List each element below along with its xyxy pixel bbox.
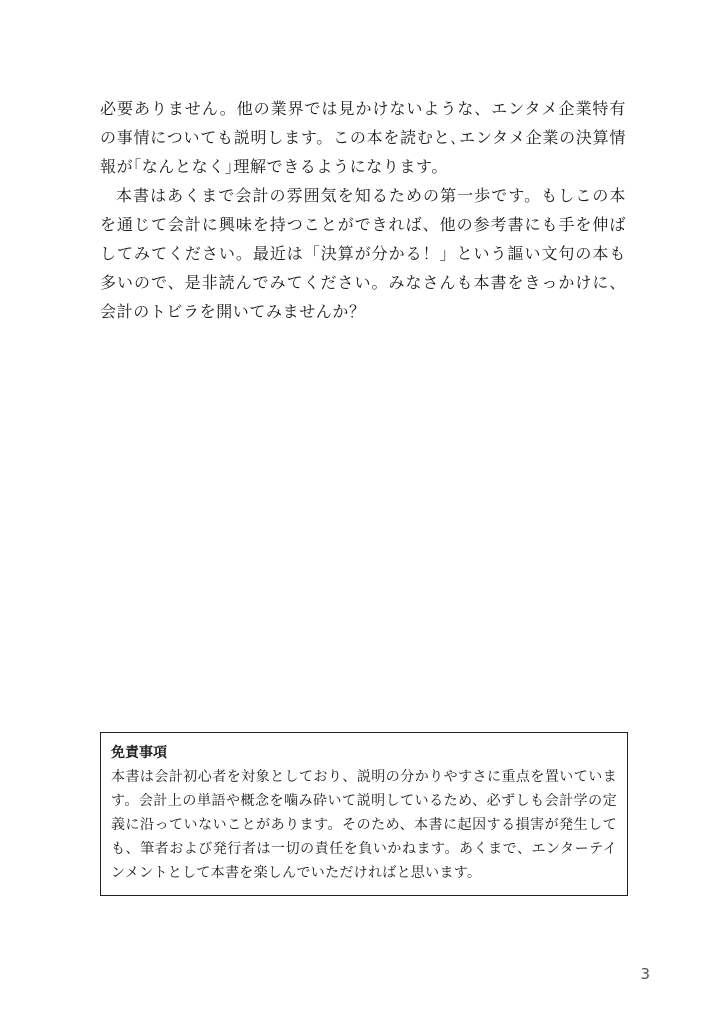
body-paragraph-2: 本書はあくまで会計の雰囲気を知るための第一歩です。もしこの本を通じて会計に興味を持つことができれば、他の参考書にも手を伸ばしてみてください。最近は「決算が分かる！」という謳い文句の本も多いので、是非読んでみてください。みなさんも本書をきっかけに、会計のトビラを開いてみませんか？ bbox=[100, 186, 626, 321]
body-paragraph-1: 必要ありません。他の業界では見かけないような、エンタメ企業特有の事情についても説明します。この本を読むと､エンタメ企業の決算情報が｢なんとなく｣理解できるようになります。 bbox=[100, 99, 626, 176]
page-number: 3 bbox=[640, 965, 650, 983]
disclaimer-box bbox=[100, 732, 628, 896]
disclaimer-title: 免責事項 bbox=[111, 745, 167, 761]
body-text bbox=[100, 94, 626, 326]
disclaimer-text: 本書は会計初心者を対象としており、説明の分かりやすさに重点を置いています。会計上の単語や概念を噛み砕いて説明しているため、必ずしも会計学の定義に沿っていないことがあります。そのため、本書に起因する損害が発生しても、筆者および発行者は一切の責任を負いかねます。あくまで、エンターテインメントとして本書を楽しんでいただければと思います。 bbox=[111, 769, 617, 881]
